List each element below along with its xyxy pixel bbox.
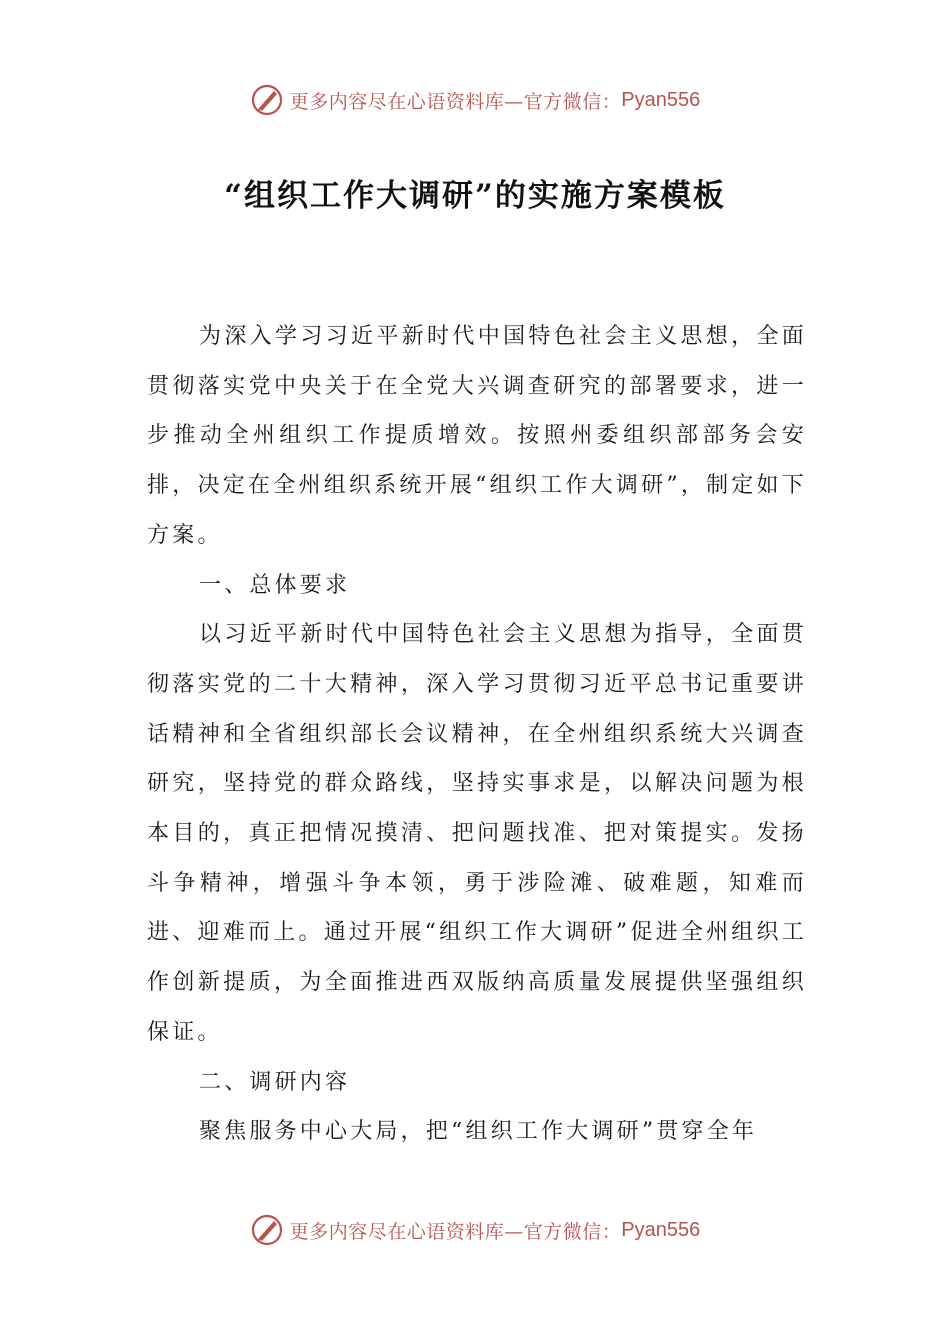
section-heading-2: 二、调研内容 — [199, 1069, 351, 1095]
paragraph-intro: 为深入学习习近平新时代中国特色社会主义思想，全面贯彻落实党中央关于在全党大兴调查研究的部署要求，进一步推动全州组织工作提质增效。按照州委组织部部务会安排，决定在全州组织系统开展“组织工作大调研”，制定如下方案。 — [147, 324, 807, 548]
footer-banner-text: 更多内容尽在心语资料库—官方微信： — [289, 1220, 622, 1243]
pen-logo-icon — [250, 83, 284, 117]
paragraph-requirements: 以习近平新时代中国特色社会主义思想为指导，全面贯彻落实党的二十大精神，深入学习贯彻习近平总书记重要讲话精神和全省组织部长会议精神，在全州组织系统大兴调查研究，坚持党的群众路线，坚持实事求是，以解决问题为根本目的，真正把情况摸清、把问题找准、把对策提实。发扬斗争精神，增强斗争本领，勇于涉险滩、破难题，知难而进、迎难而上。通过开展“组织工作大调研”促进全州组织工作创新提质，为全面推进西双版纳高质量发展提供坚强组织保证。 — [147, 622, 807, 1045]
header-banner-text: 更多内容尽在心语资料库—官方微信： — [289, 90, 622, 113]
footer-banner — [0, 1210, 950, 1250]
document-body — [147, 312, 807, 1157]
document-title: “组织工作大调研”的实施方案模板 — [224, 178, 726, 214]
footer-banner-id: Pyan556 — [621, 1218, 701, 1241]
section-heading-1: 一、总体要求 — [199, 572, 351, 598]
paragraph-content: 聚焦服务中心大局，把“组织工作大调研”贯穿全年 — [199, 1119, 758, 1145]
pen-logo-icon — [250, 1213, 284, 1247]
header-banner-id: Pyan556 — [621, 88, 701, 111]
header-banner — [0, 80, 950, 120]
